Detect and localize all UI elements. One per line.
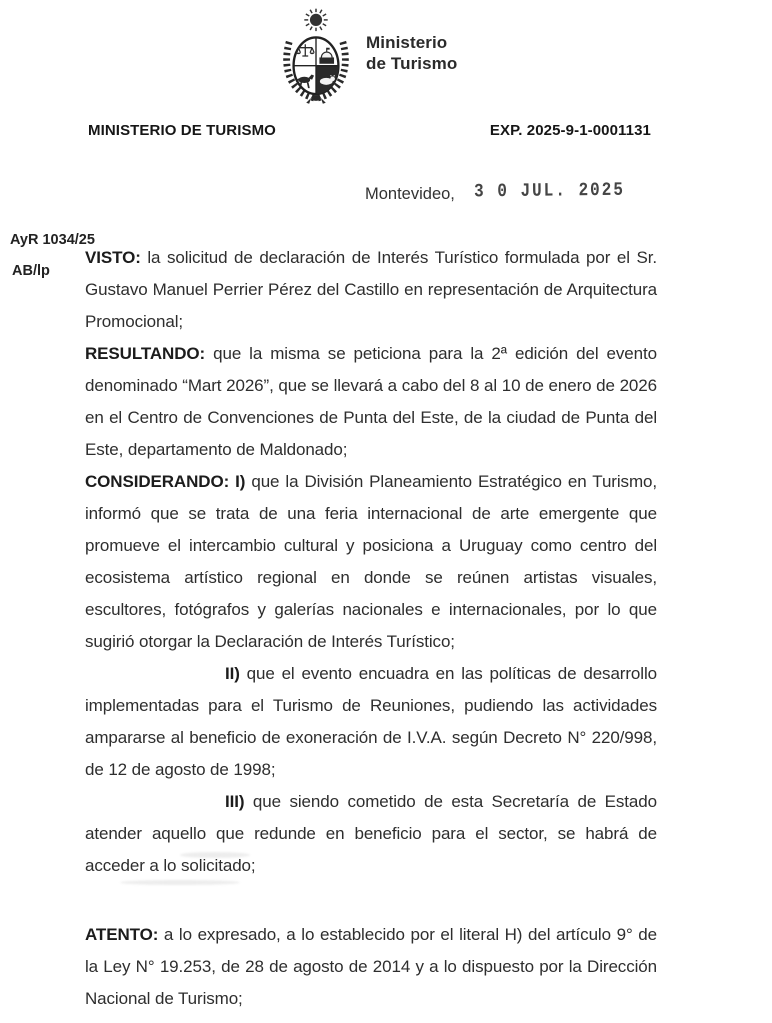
paragraph-resultando bbox=[85, 338, 657, 466]
header-ministry-title: MINISTERIO DE TURISMO bbox=[88, 122, 276, 139]
paragraph-resultando-label: RESULTANDO: bbox=[85, 344, 206, 363]
paragraph-visto-label: VISTO: bbox=[85, 248, 141, 267]
paragraph-considerando-2-label: II) bbox=[225, 664, 240, 683]
paragraph-considerando-3-label: III) bbox=[225, 792, 245, 811]
document-header bbox=[88, 122, 651, 139]
ministry-name-line1: Ministerio bbox=[366, 33, 448, 52]
coat-of-arms-icon bbox=[277, 6, 355, 104]
date-stamp: 3 0 JUL. 2025 bbox=[474, 179, 626, 203]
resolution-body bbox=[85, 242, 657, 1015]
paragraph-atento bbox=[85, 919, 657, 1015]
margin-resolution-ref: AyR 1034/25 bbox=[10, 232, 95, 248]
scan-artifact bbox=[120, 880, 240, 885]
margin-clerk-initials: AB/lp bbox=[12, 263, 50, 279]
paragraph-considerando-3-text: que siendo cometido de esta Secretaría de Estado atender aquello que redunde en beneficio para el sector, se habrá de acceder a lo solicitado; bbox=[85, 792, 657, 875]
paragraph-considerando-1-label: CONSIDERANDO: I) bbox=[85, 472, 246, 491]
paragraph-visto-text: la solicitud de declaración de Interés Turístico formulada por el Sr. Gustavo Manuel Perrier Pérez del Castillo en representación de Arquitectura Promocional; bbox=[85, 248, 657, 331]
ministry-name bbox=[366, 32, 457, 74]
paragraph-resultando-text: que la misma se peticiona para la 2ª edición del evento denominado “Mart 2026”, que se llevará a cabo del 8 al 10 de enero de 2026 en el Centro de Convenciones de Punta del Este, de la ciudad de Punta del Este, departamento de Maldonado; bbox=[85, 344, 657, 459]
scan-artifact bbox=[180, 852, 250, 858]
paragraph-atento-text: a lo expresado, a lo establecido por el literal H) del artículo 9° de la Ley N° 19.253, de 28 de agosto de 2014 y a lo dispuesto por la Dirección Nacional de Turismo; bbox=[85, 925, 657, 1008]
dateline-city: Montevideo, bbox=[365, 185, 455, 203]
paragraph-considerando-3 bbox=[85, 786, 657, 882]
ministry-name-line2: de Turismo bbox=[366, 54, 458, 73]
paragraph-considerando-1 bbox=[85, 466, 657, 658]
paragraph-considerando-1-text: que la División Planeamiento Estratégico en Turismo, informó que se trata de una feria internacional de arte emergente que promueve el intercambio cultural y posiciona a Uruguay como centro del ecosistema artístico regional en donde se reúnen artistas visuales, escultores, fotógrafos y galerías nacionales e internacionales, por lo que sugirió otorgar la Declaración de Interés Turístico; bbox=[85, 472, 657, 651]
header-file-number: EXP. 2025-9-1-0001131 bbox=[489, 122, 651, 139]
paragraph-atento-label: ATENTO: bbox=[85, 925, 159, 944]
ministry-logo bbox=[277, 6, 457, 104]
paragraph-considerando-2-text: que el evento encuadra en las políticas de desarrollo implementadas para el Turismo de Reuniones, pudiendo las actividades ampararse al beneficio de exoneración de I.V.A. según Decreto N° 220/998, de 12 de agosto de 1998; bbox=[85, 664, 657, 779]
paragraph-considerando-2 bbox=[85, 658, 657, 786]
paragraph-visto bbox=[85, 242, 657, 338]
